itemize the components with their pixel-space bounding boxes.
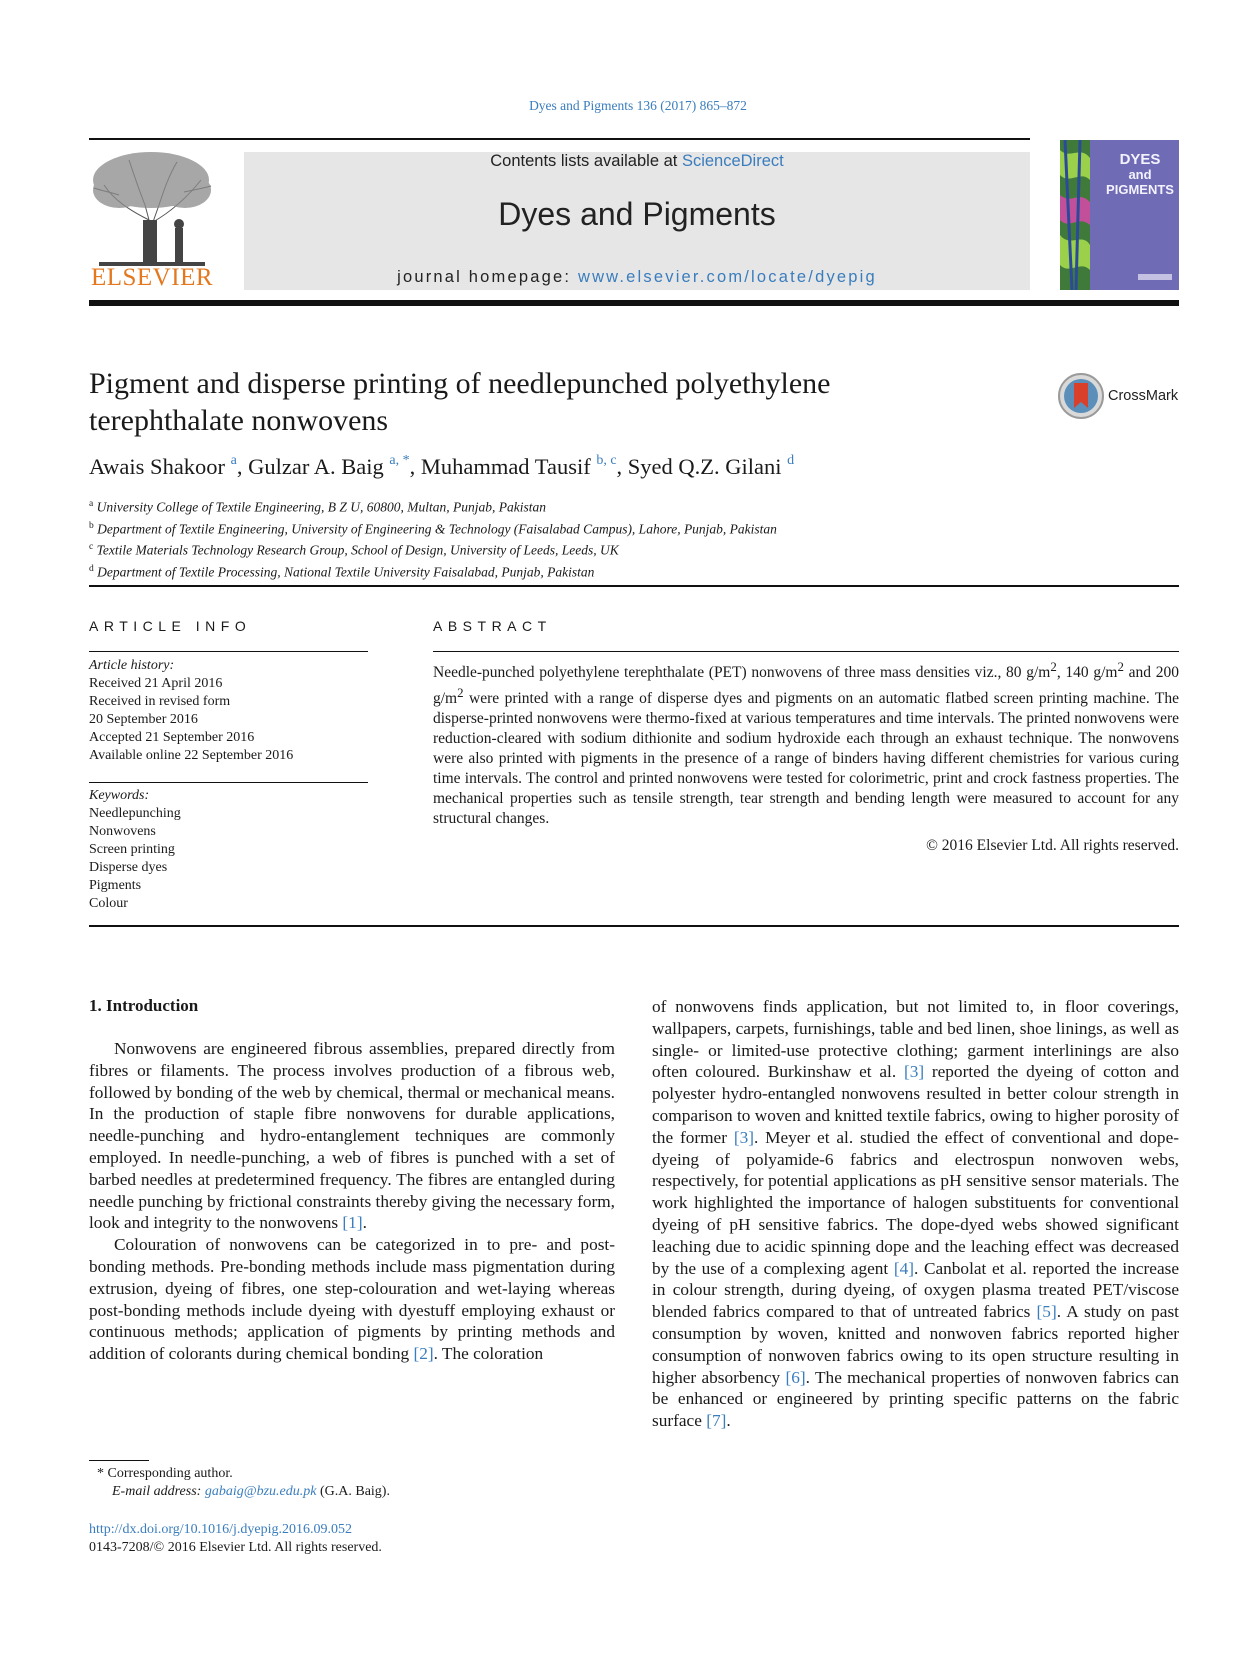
affiliation-key: d <box>89 563 94 574</box>
affiliation-item <box>89 495 1089 517</box>
footnote-marker: * <box>97 1466 104 1481</box>
article-info-rule <box>89 651 368 652</box>
corresponding-author-footnote <box>97 1465 390 1501</box>
keywords-label: Keywords: <box>89 788 150 803</box>
email-label: E-mail address: <box>112 1484 205 1499</box>
journal-cover-image <box>1060 140 1179 290</box>
author-separator: , <box>236 454 249 479</box>
top-rule <box>89 138 1030 140</box>
reference-link[interactable]: [4] <box>893 1258 915 1278</box>
affiliation-key: b <box>89 520 94 531</box>
keywords-list <box>89 787 368 913</box>
superscript: 2 <box>1050 659 1057 674</box>
superscript: 2 <box>457 685 464 701</box>
paragraph <box>89 1234 615 1365</box>
reference-link[interactable]: [1] <box>342 1213 363 1233</box>
affiliation-text: University College of Textile Engineering, B Z U, 60800, Multan, Punjab, Pakistan <box>96 499 547 515</box>
email-line <box>97 1483 390 1501</box>
citation-link[interactable]: Dyes and Pigments 136 (2017) 865–872 <box>529 98 747 113</box>
affiliation-item <box>89 560 1089 582</box>
homepage-line <box>244 268 1030 287</box>
section-rule <box>89 925 1179 927</box>
elsevier-logo[interactable] <box>89 150 215 292</box>
section-heading-introduction: 1. Introduction <box>89 996 199 1015</box>
keywords-rule <box>89 782 368 783</box>
article-info-heading: ARTICLE INFO <box>89 618 252 634</box>
crossmark-icon <box>1057 372 1105 420</box>
paragraph-text: . A study on past consumption by woven, knitted and nonwoven fabrics reported higher consumption of nonwoven fabrics owing to its open structure resulting in higher absorbency <box>652 1302 1179 1387</box>
keyword-item: Nonwovens <box>89 824 156 839</box>
author-separator: , <box>409 454 421 479</box>
paragraph <box>652 996 1179 1432</box>
affiliation-list <box>89 495 1089 581</box>
elsevier-wordmark: ELSEVIER <box>90 264 214 291</box>
body-column-right <box>652 996 1179 1432</box>
author-name: Gulzar A. Baig <box>248 454 384 479</box>
affiliation-text: Department of Textile Engineering, University of Engineering & Technology (Faisalabad Campus), Lahore, Punjab, Pakistan <box>97 521 777 536</box>
punctuation: . <box>726 1411 731 1431</box>
keyword-item: Pigments <box>89 878 142 893</box>
abstract-part: were printed with a range of disperse dyes and pigments on an automatic flatbed screen printing machine. The disperse-printed nonwovens were thermo-fixed at various temperatures and time intervals. The printed nonwovens were reduction-cleared with sodium dithionite and sodium hydroxide each through an exhaust technique. The nonwovens were also printed with pigments in the presence of a range of binders having different chemistries for various curing time intervals. The control and printed nonwovens were tested for colorimetric, print and crock fastness properties. The mechanical properties such as tensile strength, tear strength and bending length were measured to account for any structural changes. <box>433 690 1179 828</box>
journal-title: Dyes and Pigments <box>498 196 776 232</box>
article-history <box>89 657 368 765</box>
journal-cover-thumbnail[interactable] <box>1060 140 1179 290</box>
author-name: Muhammad Tausif <box>420 454 591 479</box>
reference-link[interactable]: [3] <box>733 1127 754 1147</box>
author-affiliation-mark[interactable]: a, * <box>389 452 410 468</box>
paragraph-text: Nonwovens are engineered fibrous assemblies, prepared directly from fibres or filaments. The process involves production of a fibrous web, followed by bonding of the web by chemical, thermal or mechanical means. In the production of staple fibre nonwovens for durable applications, needle-punching and hydro-entanglement techniques are commonly employed. In needle-punching, a web of fibres is punched with a set of barbed needles at predetermined frequency. The fibres are entangled during needle punching by frictional constraints thereby giving the necessary form, look and integrity to the nonwovens <box>89 1039 615 1233</box>
history-label: Article history: <box>89 658 175 673</box>
section-rule <box>89 585 1179 587</box>
keyword-item: Colour <box>89 896 128 911</box>
reference-link[interactable]: [5] <box>1036 1302 1057 1322</box>
paragraph-text: . The mechanical properties of nonwoven fabrics can be enhanced or engineered by printing specific patterns on the fabric surface <box>652 1367 1179 1431</box>
author-affiliation-mark[interactable]: b, c <box>596 452 617 468</box>
punctuation: . <box>362 1213 367 1233</box>
affiliation-text: Department of Textile Processing, National Textile University Faisalabad, Punjab, Pakistan <box>97 564 595 579</box>
paragraph-text: . Meyer et al. studied the effect of conventional and dope-dyeing of polyamide-6 fabrics and electrospun nonwoven webs, respectively, for potential applications as pH sensitive sensor materials. The work highlighted the importance of halogen substituents for conventional dyeing of pH sensitive fabrics. The dope-dyed webs showed significant leaching due to acidic spinning dope and the leaching effect was decreased by the use of a complexing agent <box>652 1127 1179 1278</box>
homepage-link[interactable]: www.elsevier.com/locate/dyepig <box>577 268 877 286</box>
history-item: Received in revised form <box>89 694 231 709</box>
abstract-copyright: © 2016 Elsevier Ltd. All rights reserved. <box>926 837 1179 854</box>
body-column-left <box>89 1038 615 1365</box>
history-item: Received 21 April 2016 <box>89 676 223 691</box>
contents-prefix: Contents lists available at <box>490 152 682 170</box>
reference-link[interactable]: [7] <box>706 1411 727 1431</box>
crossmark-label: CrossMark <box>1108 388 1179 404</box>
sciencedirect-link[interactable]: ScienceDirect <box>681 152 784 170</box>
author-separator: , <box>616 454 628 479</box>
author-name: Awais Shakoor <box>89 454 226 479</box>
elsevier-tree-icon <box>89 150 215 268</box>
svg-text:PIGMENTS: PIGMENTS <box>1106 182 1174 197</box>
history-item: Available online 22 September 2016 <box>89 748 294 763</box>
corresponding-text: Corresponding author. <box>107 1466 233 1481</box>
email-link[interactable]: gabaig@bzu.edu.pk <box>204 1484 317 1499</box>
svg-text:and: and <box>1128 167 1152 182</box>
paragraph-text: reported the dyeing of cotton and polyester hydro-entangled nonwovens resulted in better colour strength in comparison to woven and knitted textile fabrics, owing to higher porosity of the former <box>652 1062 1179 1147</box>
contents-line <box>244 152 1030 171</box>
email-suffix: (G.A. Baig). <box>316 1484 390 1499</box>
affiliation-text: Textile Materials Technology Research Group, School of Design, University of Leeds, Leeds, UK <box>96 542 619 558</box>
affiliation-key: a <box>89 499 94 509</box>
author-affiliation-mark[interactable]: d <box>787 452 795 468</box>
keyword-item: Screen printing <box>89 842 175 857</box>
author-name: Syed Q.Z. Gilani <box>627 454 782 479</box>
doi-link[interactable]: http://dx.doi.org/10.1016/j.dyepig.2016.09.052 <box>89 1522 353 1537</box>
paragraph-text: . The coloration <box>433 1344 544 1364</box>
history-item: 20 September 2016 <box>89 712 198 727</box>
svg-text:DYES: DYES <box>1119 151 1161 168</box>
affiliation-item <box>89 517 1089 539</box>
abstract-text <box>433 657 1179 829</box>
author-affiliation-mark[interactable]: a <box>230 452 237 468</box>
keyword-item: Disperse dyes <box>89 860 168 875</box>
corresponding-line <box>97 1465 390 1483</box>
paragraph <box>89 1038 615 1234</box>
abstract-part: Needle-punched polyethylene terephthalate (PET) nonwovens of three mass densities viz., 80 g/m <box>433 664 1051 682</box>
footnote-rule <box>89 1460 149 1461</box>
crossmark-badge[interactable] <box>1057 372 1177 420</box>
header-thick-rule <box>89 300 1179 306</box>
affiliation-item <box>89 538 1089 560</box>
author-list <box>89 454 1089 480</box>
doi-block <box>89 1521 382 1557</box>
abstract-heading: ABSTRACT <box>433 618 552 634</box>
homepage-prefix: journal homepage: <box>397 268 578 286</box>
paragraph-text: of nonwovens finds application, but not limited to, in floor coverings, wallpapers, carpets, furnishings, table and bed linen, shoe linings, as well as single- or limited-use protective clothing; garment interlinings are also often coloured. Burkinshaw et al. <box>652 997 1179 1082</box>
abstract-rule <box>433 651 1179 652</box>
paragraph-text: . Canbolat et al. reported the increase in colour strength, during dyeing, of oxygen plasma treated PET/viscose blended fabrics compared to that of untreated fabrics <box>652 1258 1180 1322</box>
abstract-part: and 200 g/m <box>433 664 1179 708</box>
issn-copyright: 0143-7208/© 2016 Elsevier Ltd. All rights reserved. <box>89 1540 382 1555</box>
reference-link[interactable]: [6] <box>785 1367 806 1387</box>
superscript: 2 <box>1117 659 1124 674</box>
affiliation-key: c <box>89 542 94 552</box>
history-item: Accepted 21 September 2016 <box>89 730 255 745</box>
reference-link[interactable]: [3] <box>903 1062 925 1082</box>
abstract-part: , 140 g/m <box>1056 664 1118 682</box>
article-title: Pigment and disperse printing of needlepunched polyethylene terephthalate nonwovens <box>89 367 831 437</box>
keyword-item: Needlepunching <box>89 806 181 821</box>
paragraph-text: Colouration of nonwovens can be categorized in to pre- and post-bonding methods. Pre-bonding methods include mass pigmentation during extrusion, dyeing of fibres, one step-colouration and wet-laying whereas post-bonding methods include dyeing with dyestuff employing exhaust or continuous methods; application of pigments by printing methods and addition of colorants during chemical bonding <box>89 1235 615 1364</box>
reference-link[interactable]: [2] <box>413 1344 434 1364</box>
journal-citation[interactable] <box>0 98 1241 114</box>
